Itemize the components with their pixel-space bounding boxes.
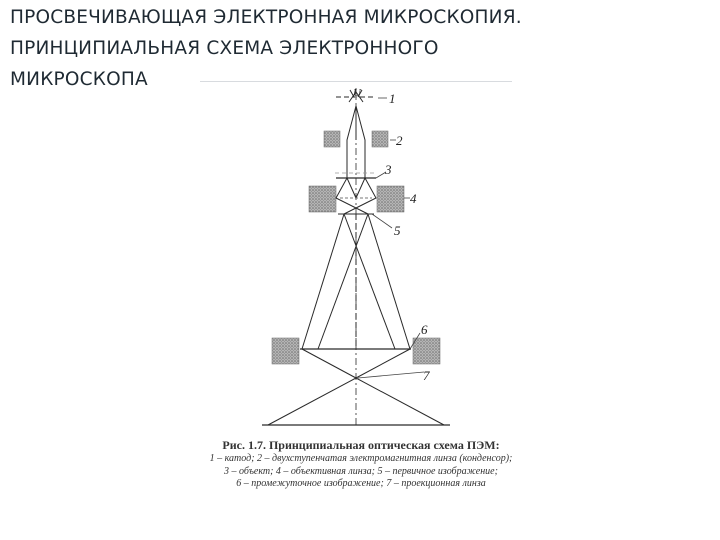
projection-lens-left bbox=[272, 338, 299, 364]
condenser-lens-left bbox=[324, 131, 340, 147]
title-line-2: ПРИНЦИПИАЛЬНАЯ СХЕМА ЭЛЕКТРОННОГО bbox=[10, 38, 439, 59]
label-leaders bbox=[358, 98, 424, 378]
label-6: 6 bbox=[421, 322, 428, 337]
label-4: 4 bbox=[410, 191, 417, 206]
objective-lens-right bbox=[377, 186, 404, 212]
caption-line-1: 1 – катод; 2 – двухступенчатая электромагнитная линза (конденсор); bbox=[209, 453, 513, 464]
title-line-1: ПРОСВЕЧИВАЮЩАЯ ЭЛЕКТРОННАЯ МИКРОСКОПИЯ. bbox=[10, 7, 522, 28]
caption-line-2: 3 – объект; 4 – объективная линза; 5 – первичное изображение; bbox=[224, 465, 498, 477]
projection-lens-right bbox=[413, 338, 440, 364]
caption-line-3: 6 – промежуточное изображение; 7 – проекционная линза bbox=[236, 478, 486, 489]
label-5: 5 bbox=[394, 223, 401, 238]
caption-title: Рис. 1.7. Принципиальная оптическая схема ПЭМ: bbox=[222, 438, 500, 452]
condenser-lens-right bbox=[372, 131, 388, 147]
label-2: 2 bbox=[396, 133, 403, 148]
label-3: 3 bbox=[385, 162, 392, 177]
figure-caption bbox=[196, 438, 526, 491]
label-1: 1 bbox=[389, 91, 396, 106]
objective-lens-left bbox=[309, 186, 336, 212]
label-7: 7 bbox=[423, 368, 430, 383]
title-line-3: МИКРОСКОПА bbox=[10, 69, 148, 90]
voltage-label: U bbox=[353, 87, 361, 99]
